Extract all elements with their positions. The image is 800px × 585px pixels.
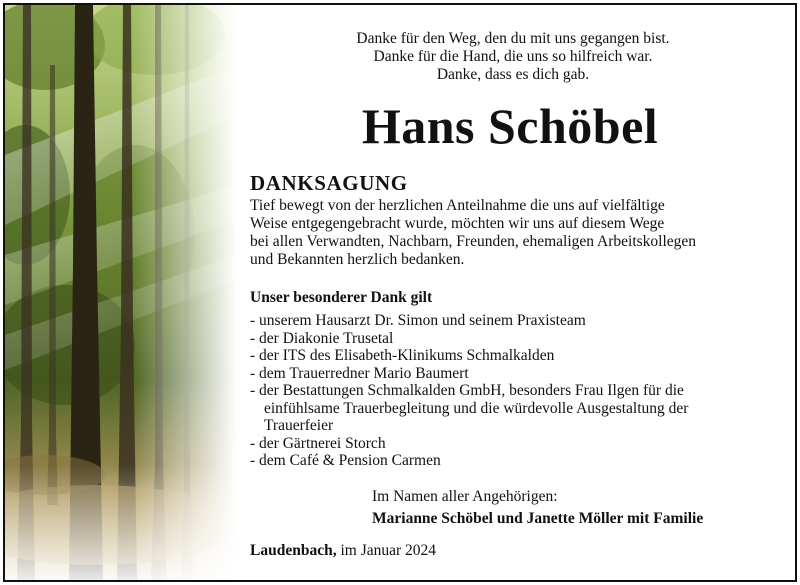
list-item: - unserem Hausarzt Dr. Simon und seinem Praxisteam [250, 312, 586, 329]
place-town: Laudenbach, [250, 542, 337, 559]
thanks-paragraph [250, 197, 785, 269]
poem-line: Danke für den Weg, den du mit uns gegangen bist. [356, 30, 670, 47]
list-item-continuation: einfühlsame Trauerbegleitung und die würdevolle Ausgestaltung der [264, 399, 689, 417]
signers: Marianne Schöbel und Janette Möller mit Familie [372, 510, 704, 527]
list-item: - dem Trauerredner Mario Baumert [250, 364, 469, 382]
obituary-notice [3, 3, 797, 582]
thanks-list [250, 312, 780, 470]
place-date-text: im Januar 2024 [340, 542, 437, 559]
place-date [250, 542, 436, 560]
paragraph-line: Weise entgegengebracht wurde, möchten wir uns auf diesem Wege [250, 215, 665, 232]
list-item: - der Bestattungen Schmalkalden GmbH, besonders Frau Ilgen für die [250, 382, 684, 399]
poem-line: Danke, dass es dich gab. [436, 66, 590, 83]
paragraph-line: bei allen Verwandten, Nachbarn, Freunden, ehemaligen Arbeitskollegen [250, 233, 697, 250]
list-item: - der Gärtnerei Storch [250, 434, 386, 452]
list-item: - dem Café & Pension Carmen [250, 452, 441, 469]
list-item: - der Diakonie Trusetal [250, 329, 394, 347]
poem-line: Danke für die Hand, die uns so hilfreich war. [373, 48, 653, 65]
list-item-continuation: Trauerfeier [264, 417, 334, 434]
paragraph-line: und Bekannten herzlich bedanken. [250, 251, 465, 268]
deceased-name: Hans Schöbel [361, 98, 659, 154]
danksagung-heading: DANKSAGUNG [250, 171, 408, 195]
special-thanks-heading: Unser besonderer Dank gilt [250, 289, 433, 306]
poem [323, 30, 703, 84]
list-item: - der ITS des Elisabeth-Klinikums Schmalkalden [250, 347, 555, 364]
closing-block [372, 486, 703, 530]
paragraph-line: Tief bewegt von der herzlichen Anteilnahme die uns auf vielfältige [250, 197, 665, 214]
closing-intro: Im Namen aller Angehörigen: [372, 488, 558, 505]
